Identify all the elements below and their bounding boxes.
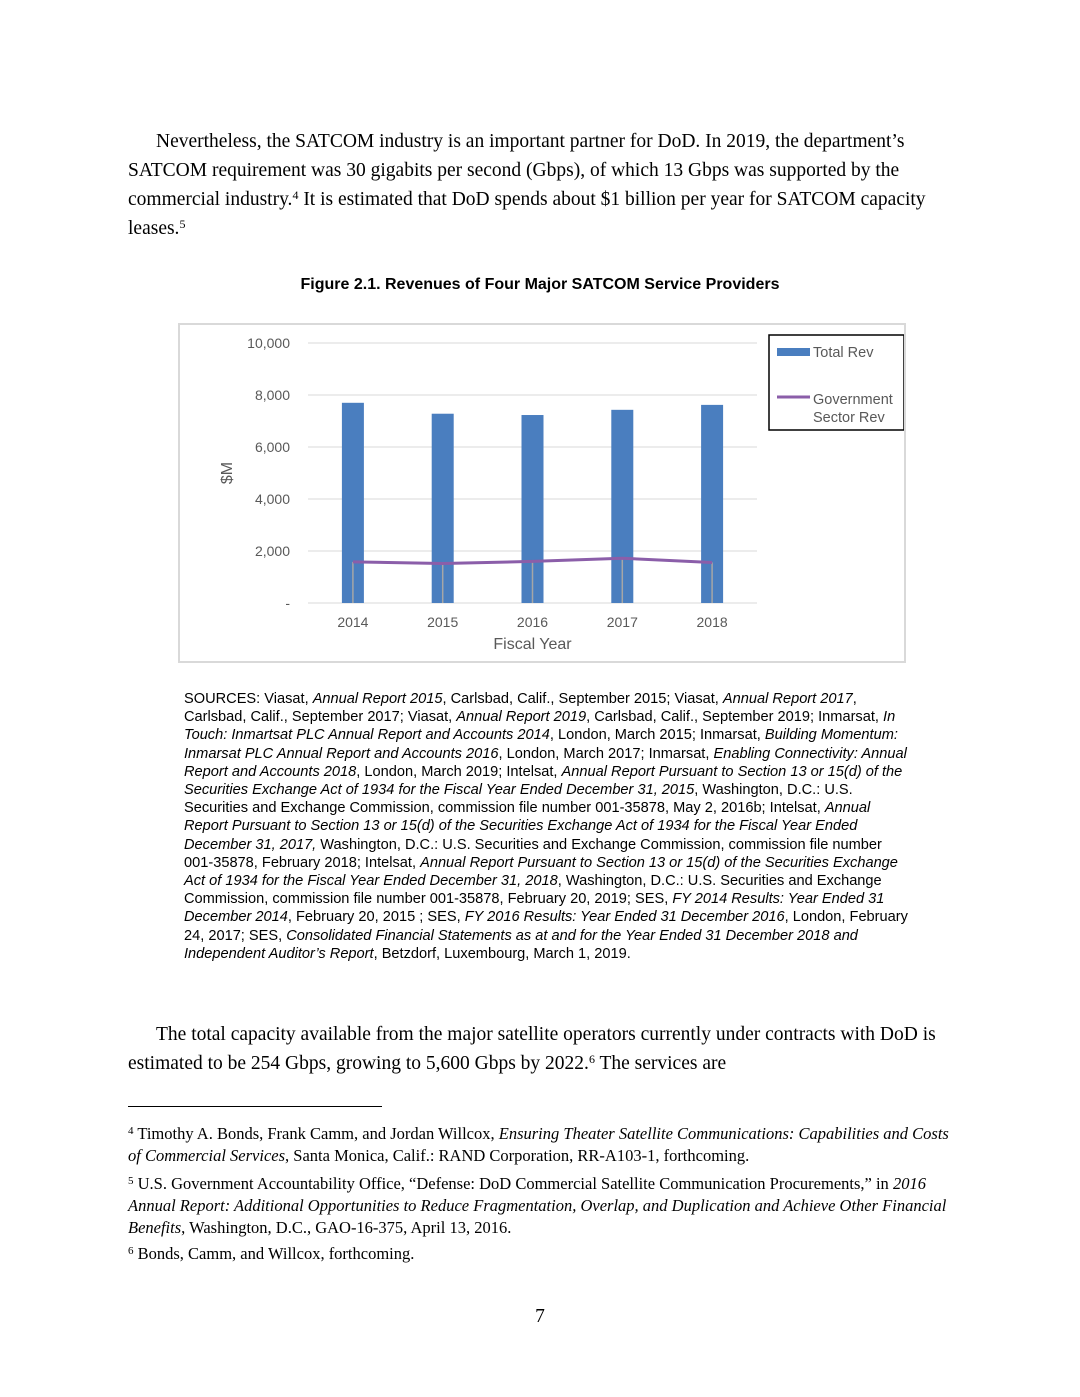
y-tick-label: -	[285, 595, 290, 611]
sources-text: , London, February 24, 2017; SES,	[184, 909, 908, 944]
sources-title: Enabling Connectivity: Annual Report and Accounts 2018	[184, 745, 907, 780]
footnote-number: 5	[128, 1175, 134, 1187]
y-tick-label: 2,000	[254, 543, 290, 559]
y-tick-label: 10,000	[247, 335, 290, 351]
sources-text: SOURCES: Viasat,	[184, 691, 313, 707]
sources-text: , Carlsbad, Calif., September 2017; Viasat,	[184, 691, 857, 726]
sources-title: Consolidated Financial Statements as at and for the Year Ended 31 December 2018 and Independent Auditor’s Report	[184, 927, 858, 962]
sources-title: FY 2016 Results: Year Ended 31 December 2016	[464, 909, 785, 926]
x-tick-label: 2014	[337, 614, 369, 630]
x-tick-label: 2016	[516, 614, 549, 630]
revenue-chart	[180, 325, 904, 661]
sources-text: , Carlsbad, Calif., September 2015; Viasat,	[442, 691, 723, 707]
x-axis-title: Fiscal Year	[493, 636, 572, 653]
sources-text: , Washington, D.C.: U.S. Securities and Exchange Commission, commission file number 001-35878, May 2, 2016b; Intelsat,	[184, 782, 853, 817]
figure-sources	[184, 690, 914, 963]
sources-text: , Betzdorf, Luxembourg, March 1, 2019.	[373, 945, 631, 962]
y-axis-title: $M	[219, 461, 236, 485]
sources-text: , Carlsbad, Calif., September 2019; Inmarsat,	[586, 709, 884, 726]
chart-frame	[178, 323, 906, 663]
y-tick-label: 8,000	[254, 387, 290, 403]
paragraph-2-text-cont: The services are	[594, 1053, 727, 1074]
sources-text: , February 20, 2015 ; SES,	[287, 909, 465, 926]
footnote-text: Timothy A. Bonds, Frank Camm, and Jordan Willcox,	[133, 1124, 499, 1143]
sources-title: Annual Report 2019	[456, 709, 587, 726]
sources-title: Annual Report Pursuant to Section 13 or 15(d) of the Securities Exchange Act of 1934 for the Fiscal Year Ended December 31, 2017,	[184, 800, 871, 853]
x-tick-label: 2015	[427, 614, 459, 630]
footnote-text: U.S. Government Accountability Office, “Defense: DoD Commercial Satellite Communication Procurements,” in	[133, 1174, 893, 1193]
sources-title: Annual Report Pursuant to Section 13 or 15(d) of the Securities Exchange Act of 1934 for the Fiscal Year Ended December 31, 2015	[184, 763, 903, 799]
sources-text: , London, March 2015; Inmarsat,	[549, 727, 765, 744]
sources-text: Washington, D.C.: U.S. Securities and Exchange Commission, commission file number 001-35878, February 2018; Intelsat,	[184, 836, 882, 871]
footnote-text: , Santa Monica, Calif.: RAND Corporation, RR-A103-1, forthcoming.	[285, 1146, 750, 1165]
footnote-title: 2016 Annual Report: Additional Opportunities to Reduce Fragmentation, Overlap, and Duplication and Achieve Other Financial Benefits	[128, 1174, 947, 1237]
y-tick-label: 6,000	[254, 439, 290, 455]
y-tick-label: 4,000	[254, 491, 290, 507]
legend-label-government-sector-rev-cont: Sector Rev	[813, 410, 885, 426]
sources-title: Building Momentum: Inmarsat PLC Annual Report and Accounts 2016	[184, 727, 898, 762]
footnote-number: 4	[128, 1125, 134, 1137]
paragraph-1-text: Nevertheless, the SATCOM industry is an important partner for DoD. In 2019, the department’s SATCOM requirement was 30 gigabits per second (Gbps), of which 13 Gbps was supported by the commercial industry.	[128, 131, 905, 210]
x-tick-label: 2017	[606, 614, 638, 630]
body-paragraph-1	[128, 127, 950, 243]
footnote-title: Ensuring Theater Satellite Communications: Capabilities and Costs of Commercial Services	[128, 1124, 949, 1165]
footnote-ref-4[interactable]: 4	[292, 188, 299, 202]
sources-title: Annual Report 2015	[312, 691, 443, 707]
footnote-5	[128, 1173, 958, 1239]
paragraph-1-text-cont: It is estimated that DoD spends about $1 billion per year for SATCOM capacity leases.	[128, 189, 926, 239]
footnote-separator	[128, 1106, 382, 1107]
footnote-6	[128, 1243, 958, 1265]
sources-title: Annual Report Pursuant to Section 13 or 15(d) of the Securities Exchange Act of 1934 for the Fiscal Year Ended December 31, 2018	[184, 854, 898, 890]
footnote-text: , Washington, D.C., GAO-16-375, April 13, 2016.	[181, 1218, 512, 1237]
legend-label-total-rev: Total Rev	[813, 345, 874, 361]
page-number: 7	[535, 1306, 545, 1327]
paragraph-2-text: The total capacity available from the major satellite operators currently under contracts with DoD is estimated to be 254 Gbps, growing to 5,600 Gbps by 2022.	[128, 1024, 936, 1074]
sources-text: , London, March 2017; Inmarsat,	[498, 745, 714, 762]
footnote-number: 6	[128, 1245, 134, 1257]
footnote-text: Bonds, Camm, and Willcox, forthcoming.	[133, 1244, 415, 1263]
x-tick-label: 2018	[696, 614, 728, 630]
legend-label-government-sector-rev: Government	[813, 392, 893, 408]
sources-text: , London, March 2019; Intelsat,	[356, 763, 562, 780]
sources-title: Annual Report 2017	[722, 691, 853, 707]
sources-title: In Touch: Inmartsat PLC Annual Report and Accounts 2014	[184, 709, 896, 744]
figure-title: Figure 2.1. Revenues of Four Major SATCOM Service Providers	[300, 276, 780, 293]
footnote-ref-5[interactable]: 5	[179, 217, 186, 231]
footnote-4	[128, 1123, 958, 1167]
legend-swatch-total-rev	[777, 348, 810, 356]
footnote-ref-6[interactable]: 6	[588, 1052, 595, 1066]
sources-text: , Washington, D.C.: U.S. Securities and Exchange Commission, commission file number 001-35878, February 20, 2019; SES,	[184, 873, 882, 908]
sources-title: FY 2014 Results: Year Ended 31 December 2014	[184, 891, 885, 926]
body-paragraph-2	[128, 1020, 950, 1078]
